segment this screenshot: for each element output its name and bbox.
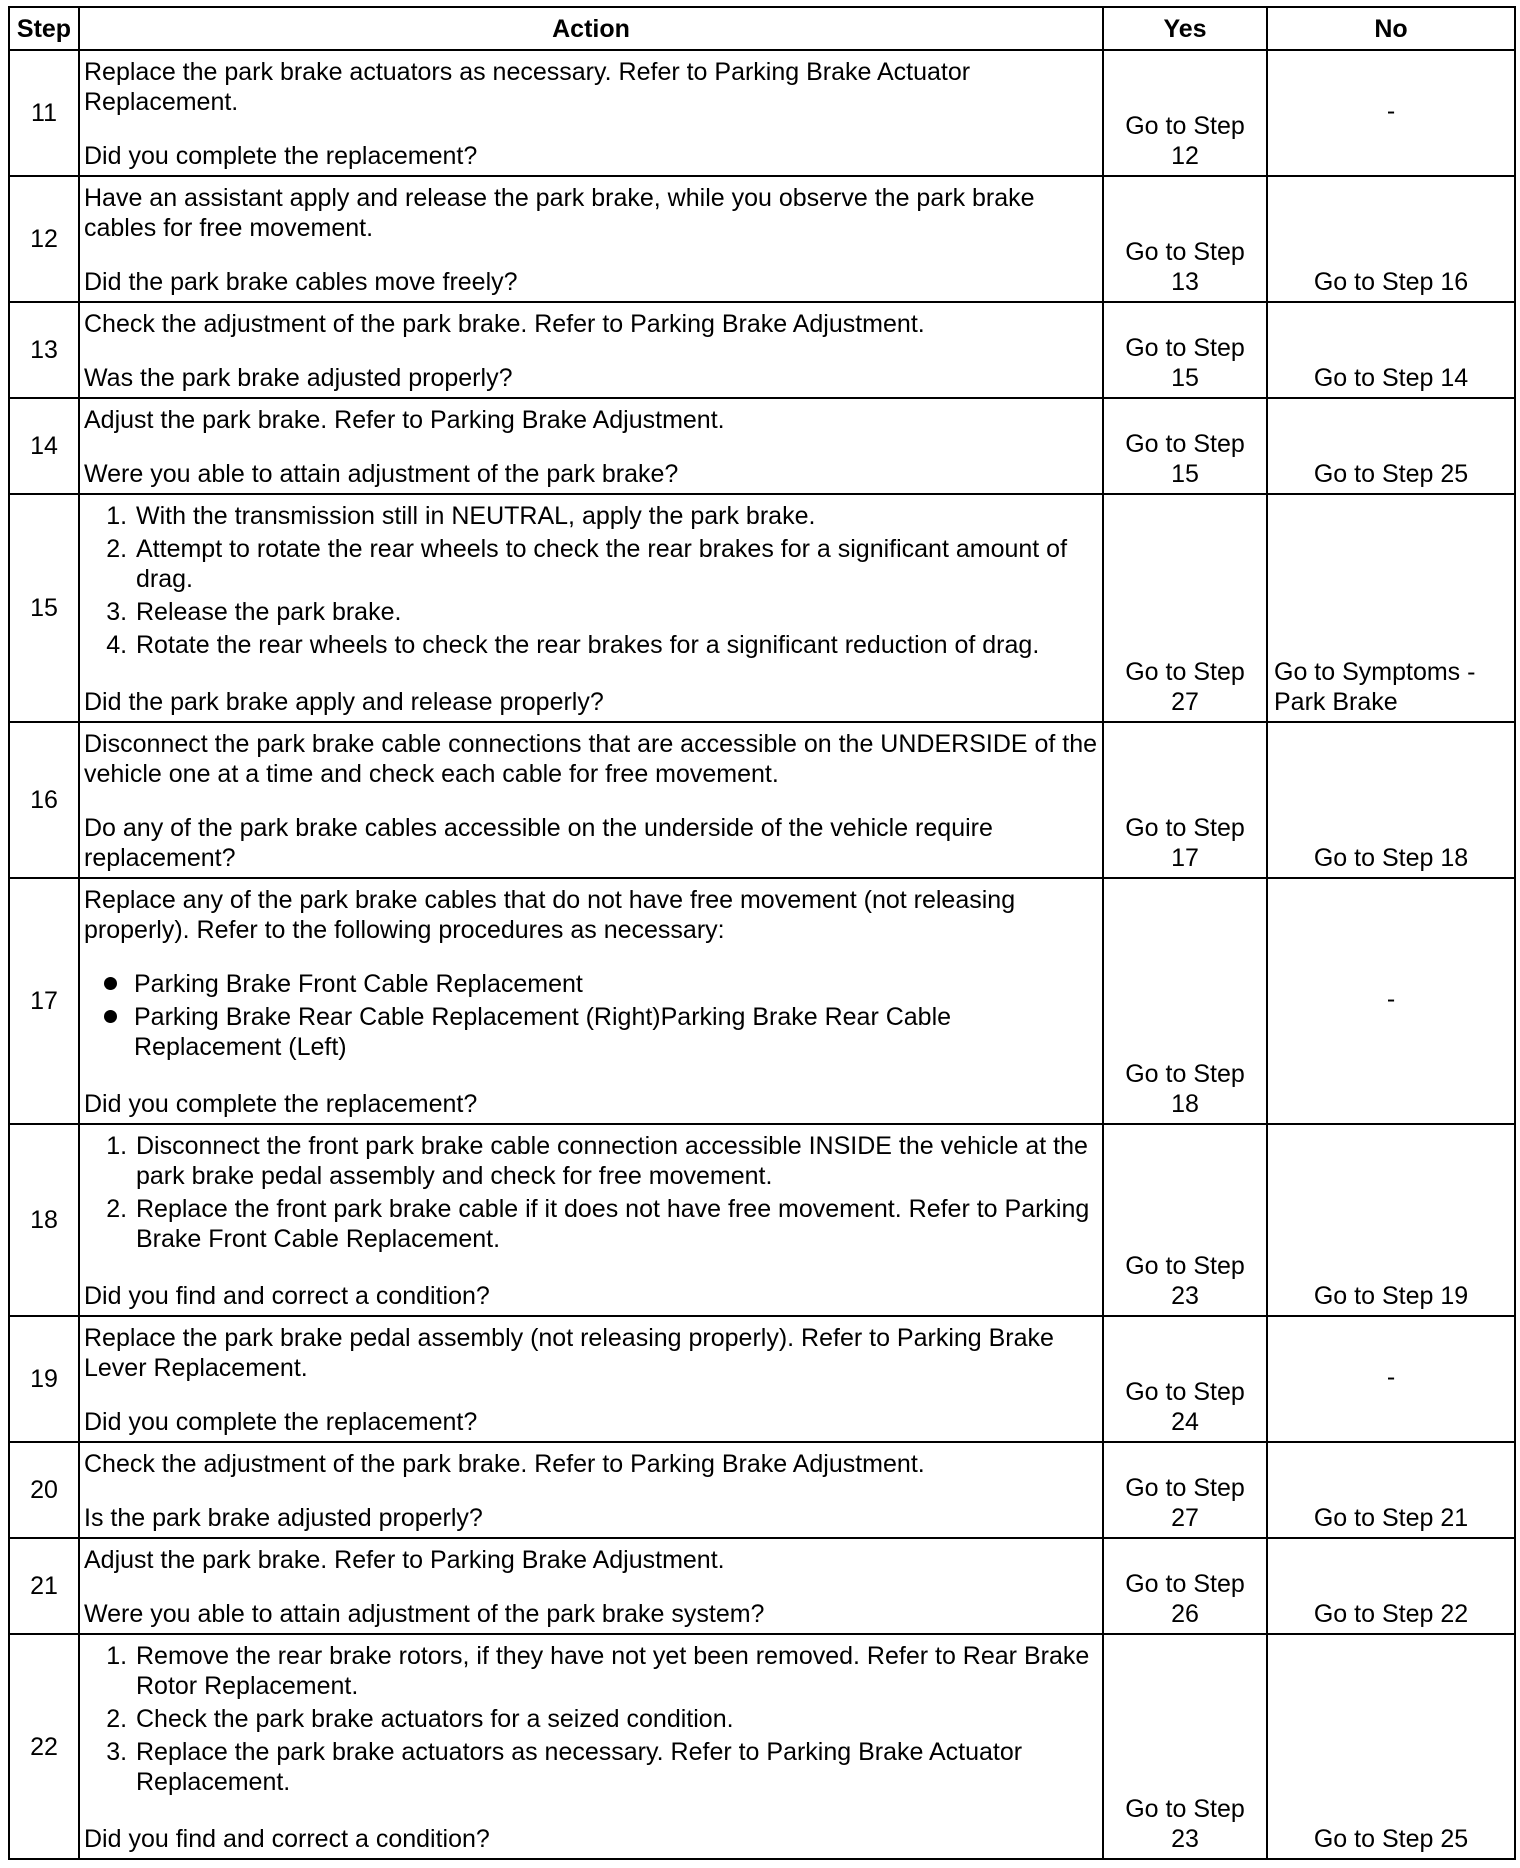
header-no: No [1267, 7, 1515, 50]
action-question: Did you find and correct a condition? [84, 1825, 490, 1853]
action-question: Was the park brake adjusted properly? [84, 364, 513, 392]
action-intro: Adjust the park brake. Refer to Parking Brake Adjustment. [84, 1546, 725, 1574]
yes-cell [1103, 1124, 1267, 1316]
step-number: 14 [9, 398, 79, 494]
step-number: 16 [9, 722, 79, 878]
action-intro: Replace the park brake actuators as necessary. Refer to Parking Brake Actuator Replacement. [84, 58, 971, 116]
bullet-list [84, 969, 1098, 1062]
no-text: Park Brake [1274, 688, 1398, 716]
numbered-item: 2. Check the park brake actuators for a seized condition. [134, 1704, 1098, 1734]
bullet-text: Parking Brake Front Cable Replacement [134, 970, 583, 998]
numbered-item: 2. Attempt to rotate the rear wheels to check the rear brakes for a significant amount of drag. [134, 534, 1098, 594]
table-row [9, 50, 1515, 176]
no-cell [1267, 176, 1515, 302]
action-cell [79, 50, 1103, 176]
step-number: 15 [9, 494, 79, 722]
step-number: 19 [9, 1316, 79, 1442]
step-number: 17 [9, 878, 79, 1124]
action-question: Were you able to attain adjustment of the park brake? [84, 460, 679, 488]
table-row [9, 1124, 1515, 1316]
action-cell [79, 176, 1103, 302]
yes-text: Go to Step [1125, 112, 1245, 140]
action-question: Were you able to attain adjustment of the park brake system? [84, 1600, 765, 1628]
no-cell [1267, 878, 1515, 1124]
action-cell [79, 1442, 1103, 1538]
table-row [9, 494, 1515, 722]
action-question: Did you complete the replacement? [84, 142, 478, 170]
numbered-item: 2. Replace the front park brake cable if it does not have free movement. Refer to Parking Brake Front Cable Replacement. [134, 1194, 1098, 1254]
no-text: - [1386, 1363, 1396, 1391]
no-cell [1267, 1316, 1515, 1442]
step-number: 13 [9, 302, 79, 398]
action-question: Did the park brake cables move freely? [84, 268, 518, 296]
yes-cell [1103, 398, 1267, 494]
yes-text: Go to Step [1125, 1252, 1245, 1280]
yes-cell [1103, 50, 1267, 176]
no-text: Go to Step 18 [1313, 844, 1469, 872]
yes-text: 27 [1171, 1504, 1199, 1532]
table-row [9, 1538, 1515, 1634]
action-cell [79, 722, 1103, 878]
yes-cell [1103, 1442, 1267, 1538]
no-text: - [1386, 985, 1396, 1013]
no-text: Go to Step 16 [1313, 268, 1469, 296]
bullet-item [134, 969, 1098, 999]
table-row [9, 1634, 1515, 1859]
table-row [9, 722, 1515, 878]
yes-text: Go to Step [1125, 1570, 1245, 1598]
action-cell [79, 1124, 1103, 1316]
table-row [9, 176, 1515, 302]
no-text: - [1386, 97, 1396, 125]
bullet-text: Parking Brake Rear Cable Replacement (Right)Parking Brake Rear Cable Replacement (Left) [134, 1003, 952, 1061]
yes-cell [1103, 1538, 1267, 1634]
no-text: Go to Step 14 [1313, 364, 1469, 392]
yes-cell [1103, 176, 1267, 302]
yes-text: 23 [1171, 1282, 1199, 1310]
numbered-list [84, 1131, 1098, 1254]
yes-text: Go to Step [1125, 430, 1245, 458]
yes-text: 15 [1171, 460, 1199, 488]
yes-cell [1103, 1316, 1267, 1442]
action-question: Did the park brake apply and release properly? [84, 688, 604, 716]
yes-text: Go to Step [1125, 1795, 1245, 1823]
table-row [9, 302, 1515, 398]
action-intro: Adjust the park brake. Refer to Parking Brake Adjustment. [84, 406, 725, 434]
yes-text: Go to Step [1125, 1378, 1245, 1406]
yes-text: 24 [1171, 1408, 1199, 1436]
table-row [9, 398, 1515, 494]
no-cell [1267, 494, 1515, 722]
yes-text: 17 [1171, 844, 1199, 872]
action-intro: Replace the park brake pedal assembly (not releasing properly). Refer to Parking Brake Lever Replacement. [84, 1324, 1054, 1382]
step-number: 20 [9, 1442, 79, 1538]
action-question: Did you find and correct a condition? [84, 1282, 490, 1310]
action-intro: Have an assistant apply and release the park brake, while you observe the park brake cables for free movement. [84, 184, 1035, 242]
action-cell [79, 1538, 1103, 1634]
action-cell [79, 494, 1103, 722]
numbered-item: 3. Release the park brake. [134, 597, 1098, 627]
action-cell [79, 398, 1103, 494]
action-question: Did you complete the replacement? [84, 1090, 478, 1118]
action-cell [79, 1634, 1103, 1859]
action-cell [79, 878, 1103, 1124]
numbered-item: 4. Rotate the rear wheels to check the rear brakes for a significant reduction of drag. [134, 630, 1098, 660]
no-text: Go to Step 22 [1313, 1600, 1469, 1628]
yes-text: Go to Step [1125, 814, 1245, 842]
yes-text: Go to Step [1125, 658, 1245, 686]
numbered-list [84, 1641, 1098, 1797]
no-cell [1267, 50, 1515, 176]
step-number: 11 [9, 50, 79, 176]
step-number: 22 [9, 1634, 79, 1859]
no-cell [1267, 302, 1515, 398]
yes-text: Go to Step [1125, 1474, 1245, 1502]
yes-text: 26 [1171, 1600, 1199, 1628]
action-intro: Check the adjustment of the park brake. Refer to Parking Brake Adjustment. [84, 310, 925, 338]
yes-text: Go to Step [1125, 334, 1245, 362]
no-text: Go to Step 21 [1313, 1504, 1469, 1532]
header-action: Action [79, 7, 1103, 50]
yes-cell [1103, 722, 1267, 878]
numbered-item: 1. Remove the rear brake rotors, if they have not yet been removed. Refer to Rear Brake Rotor Replacement. [134, 1641, 1098, 1701]
action-intro: Disconnect the park brake cable connections that are accessible on the UNDERSIDE of the vehicle one at a time and check each cable for free movement. [84, 730, 1098, 788]
bullet-item [134, 1002, 1098, 1062]
table-row [9, 1442, 1515, 1538]
bullet-icon [104, 977, 117, 990]
action-intro: Replace any of the park brake cables that do not have free movement (not releasing properly). Refer to the following procedures as necessary: [84, 886, 1016, 944]
no-cell [1267, 722, 1515, 878]
no-text: Go to Step 25 [1313, 460, 1469, 488]
yes-text: 27 [1171, 688, 1199, 716]
no-cell [1267, 398, 1515, 494]
action-cell [79, 1316, 1103, 1442]
step-number: 18 [9, 1124, 79, 1316]
no-cell [1267, 1634, 1515, 1859]
table-body [9, 50, 1515, 1859]
numbered-item: 1. With the transmission still in NEUTRAL, apply the park brake. [134, 501, 1098, 531]
yes-cell [1103, 1634, 1267, 1859]
action-question: Is the park brake adjusted properly? [84, 1504, 483, 1532]
numbered-item: 3. Replace the park brake actuators as necessary. Refer to Parking Brake Actuator Replacement. [134, 1737, 1098, 1797]
no-text: Go to Symptoms - [1274, 658, 1476, 686]
no-cell [1267, 1538, 1515, 1634]
numbered-list [84, 501, 1098, 660]
yes-cell [1103, 302, 1267, 398]
yes-text: 12 [1171, 142, 1199, 170]
yes-text: Go to Step [1125, 1060, 1245, 1088]
table-row [9, 1316, 1515, 1442]
yes-text: Go to Step [1125, 238, 1245, 266]
bullet-icon [104, 1010, 117, 1023]
yes-text: 15 [1171, 364, 1199, 392]
no-text: Go to Step 19 [1313, 1282, 1469, 1310]
diagnostic-table [8, 6, 1516, 1860]
no-text: Go to Step 25 [1313, 1825, 1469, 1853]
no-cell [1267, 1124, 1515, 1316]
yes-cell [1103, 494, 1267, 722]
step-number: 21 [9, 1538, 79, 1634]
no-cell [1267, 1442, 1515, 1538]
action-question: Do any of the park brake cables accessible on the underside of the vehicle require replacement? [84, 814, 993, 872]
table-row [9, 878, 1515, 1124]
action-intro: Check the adjustment of the park brake. Refer to Parking Brake Adjustment. [84, 1450, 925, 1478]
header-row [9, 7, 1515, 50]
numbered-item: 1. Disconnect the front park brake cable connection accessible INSIDE the vehicle at the park brake pedal assembly and check for free movement. [134, 1131, 1098, 1191]
yes-cell [1103, 878, 1267, 1124]
action-question: Did you complete the replacement? [84, 1408, 478, 1436]
yes-text: 18 [1171, 1090, 1199, 1118]
action-cell [79, 302, 1103, 398]
step-number: 12 [9, 176, 79, 302]
header-step: Step [9, 7, 79, 50]
yes-text: 23 [1171, 1825, 1199, 1853]
yes-text: 13 [1171, 268, 1199, 296]
header-yes: Yes [1103, 7, 1267, 50]
